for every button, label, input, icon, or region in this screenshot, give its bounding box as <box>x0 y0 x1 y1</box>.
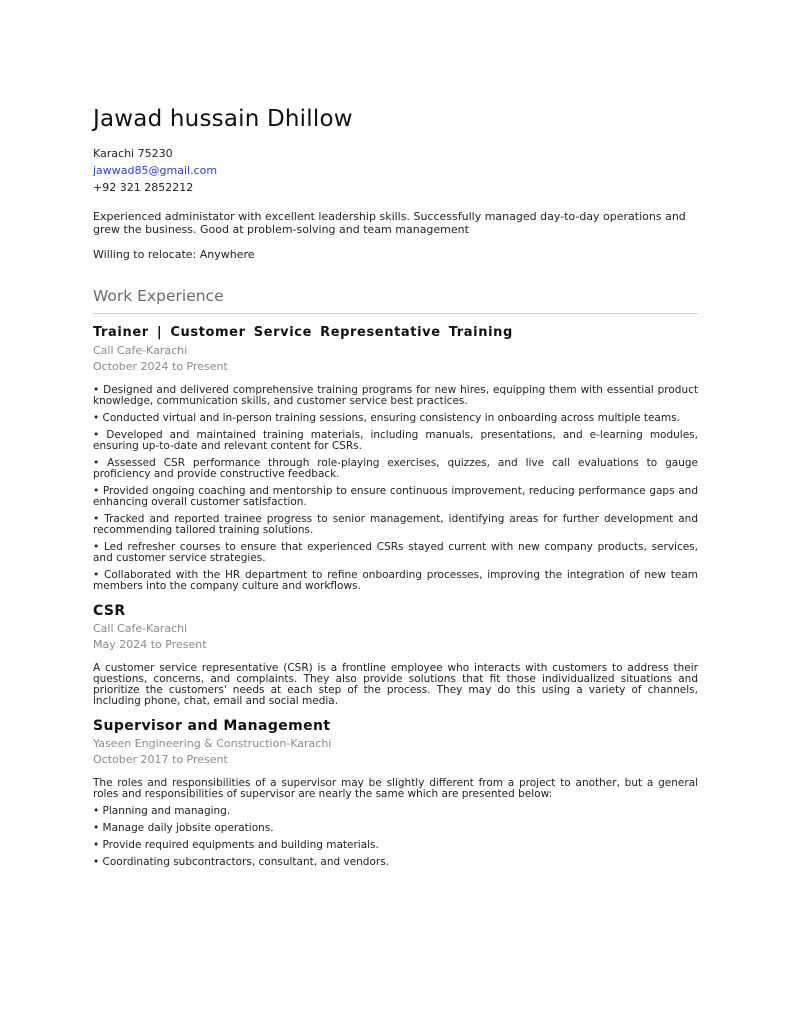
job-bullets <box>93 806 698 868</box>
work-experience-heading: Work Experience <box>93 287 224 305</box>
list-item: • Provided ongoing coaching and mentorship to ensure continuous improvement, reducing performance gaps and enhancing overall customer satisfaction. <box>93 485 698 508</box>
list-item: • Led refresher courses to ensure that experienced CSRs stayed current with new company products, services, and customer service strategies. <box>93 541 698 564</box>
section-divider <box>93 313 698 314</box>
job-title: CSR <box>93 603 126 619</box>
summary-text: Experienced administator with excellent leadership skills. Successfully managed day-to-day operations and grew the business. Good at problem-solving and team management <box>93 210 686 236</box>
phone-text: +92 321 2852212 <box>93 181 194 194</box>
job-title: Supervisor and Management <box>93 718 331 734</box>
job-company: Call Cafe-Karachi <box>93 344 188 357</box>
candidate-name: Jawad hussain Dhillow <box>93 106 353 132</box>
relocate-text: Willing to relocate: Anywhere <box>93 248 255 261</box>
resume-page <box>93 104 698 874</box>
job-entry-csr <box>93 603 698 707</box>
job-dates: October 2017 to Present <box>93 753 228 766</box>
list-item: • Designed and delivered comprehensive training programs for new hires, equipping them with essential product knowledge, communication skills, and customer service best practices. <box>93 384 698 407</box>
job-entry-trainer <box>93 325 698 592</box>
list-item: • Conducted virtual and in-person training sessions, ensuring consistency in onboarding across multiple teams. <box>93 412 680 424</box>
list-item: • Provide required equipments and building materials. <box>93 839 379 851</box>
job-dates: October 2024 to Present <box>93 360 228 373</box>
job-description: A customer service representative (CSR) is a frontline employee who interacts with customers to address their questions, concerns, and complaints. They also provide solutions that fit those individualized situations and prioritize the customers' needs at each step of the process. They may do this using a variety of channels, including phone, chat, email and social media. <box>93 662 698 707</box>
list-item: • Tracked and reported trainee progress to senior management, identifying areas for further development and recommending tailored training solutions. <box>93 513 698 536</box>
job-dates: May 2024 to Present <box>93 638 207 651</box>
job-company: Yaseen Engineering & Construction-Karachi <box>93 737 332 750</box>
email-link[interactable]: jawwad85@gmail.com <box>93 164 218 177</box>
list-item: • Assessed CSR performance through role-playing exercises, quizzes, and live call evaluations to gauge proficiency and provide constructive feedback. <box>93 457 698 480</box>
list-item: • Manage daily jobsite operations. <box>93 822 274 834</box>
list-item: • Coordinating subcontractors, consultant, and vendors. <box>93 856 390 868</box>
job-bullets <box>93 385 698 592</box>
job-entry-supervisor <box>93 718 698 868</box>
list-item: • Planning and managing. <box>93 805 231 817</box>
location-text: Karachi 75230 <box>93 147 173 160</box>
job-company: Call Cafe-Karachi <box>93 622 188 635</box>
job-title: Trainer | Customer Service Representative Training <box>93 325 513 340</box>
list-item: • Developed and maintained training materials, including manuals, presentations, and e-learning modules, ensuring up-to-date and relevant content for CSRs. <box>93 429 698 452</box>
list-item: • Collaborated with the HR department to refine onboarding processes, improving the integration of new team members into the company culture and workflows. <box>93 569 698 592</box>
job-description: The roles and responsibilities of a supervisor may be slightly different from a project to another, but a general roles and responsibilities of supervisor are nearly the same which are presented below: <box>93 777 698 800</box>
